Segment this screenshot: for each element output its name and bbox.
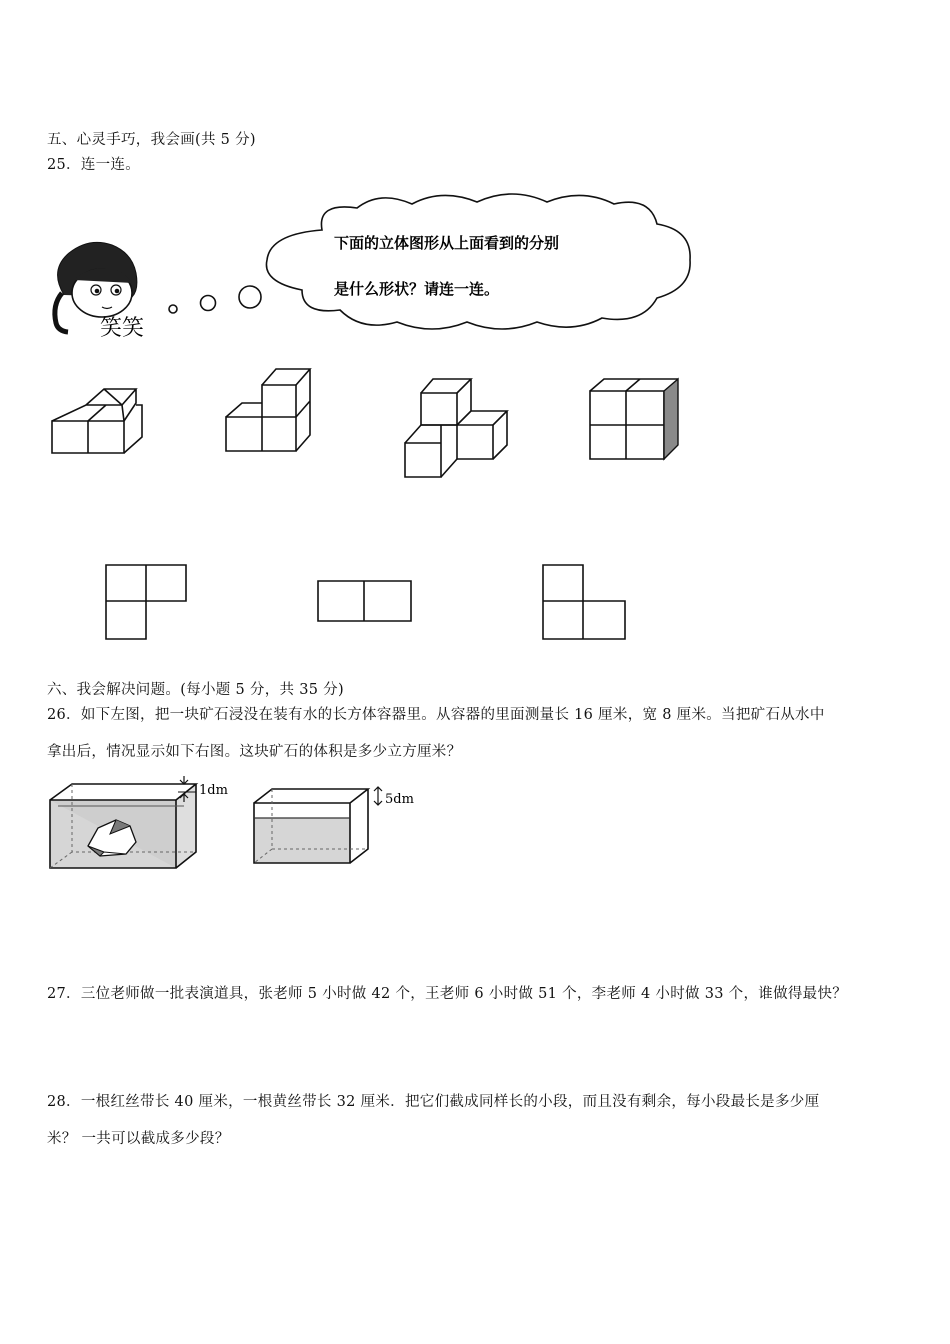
top-view-1	[104, 563, 189, 643]
question-28-line-1: 28．一根红丝带长 40 厘米，一根黄丝带长 32 厘米．把它们截成同样长的小段，而且没有剩余，每小段最长是多少厘	[47, 1094, 820, 1110]
bubble-line-1: 下面的立体图形从上面看到的分别	[334, 234, 560, 252]
tank-empty	[250, 783, 450, 868]
solid-figure-3	[403, 375, 513, 483]
section-6-heading: 六、我会解决问题。(每小题 5 分，共 35 分)	[47, 682, 344, 698]
question-25-label: 25．连一连。	[47, 157, 141, 173]
top-view-3	[541, 563, 631, 643]
tank-right-label: 5dm	[385, 792, 414, 807]
bubble-line-2: 是什么形状？请连一连。	[334, 280, 500, 298]
character-name: 笑笑	[100, 316, 145, 341]
question-26-line-2: 拿出后，情况显示如下右图。这块矿石的体积是多少立方厘米？	[47, 744, 462, 760]
top-view-2	[316, 579, 416, 625]
girl-illustration	[44, 235, 164, 345]
question-27: 27．三位老师做一批表演道具，张老师 5 小时做 42 个，王老师 6 小时做 51 个，李老师 4 小时做 33 个，谁做得最快？	[47, 986, 848, 1002]
solid-figure-2	[224, 365, 319, 455]
tank-left-label: 1dm	[199, 783, 228, 798]
section-5-heading: 五、心灵手巧，我会画(共 5 分)	[47, 132, 256, 148]
solid-figure-4	[588, 375, 683, 463]
question-28-line-2: 米？ 一共可以截成多少段？	[47, 1131, 230, 1147]
question-26-line-1: 26．如下左图，把一块矿石浸没在装有水的长方体容器里。从容器的里面测量长 16 厘米，宽 8 厘米。当把矿石从水中	[47, 707, 825, 723]
tank-with-rock	[46, 772, 246, 874]
speech-cloud	[262, 190, 702, 335]
thought-dots	[165, 285, 265, 325]
solid-figure-1	[50, 385, 150, 460]
